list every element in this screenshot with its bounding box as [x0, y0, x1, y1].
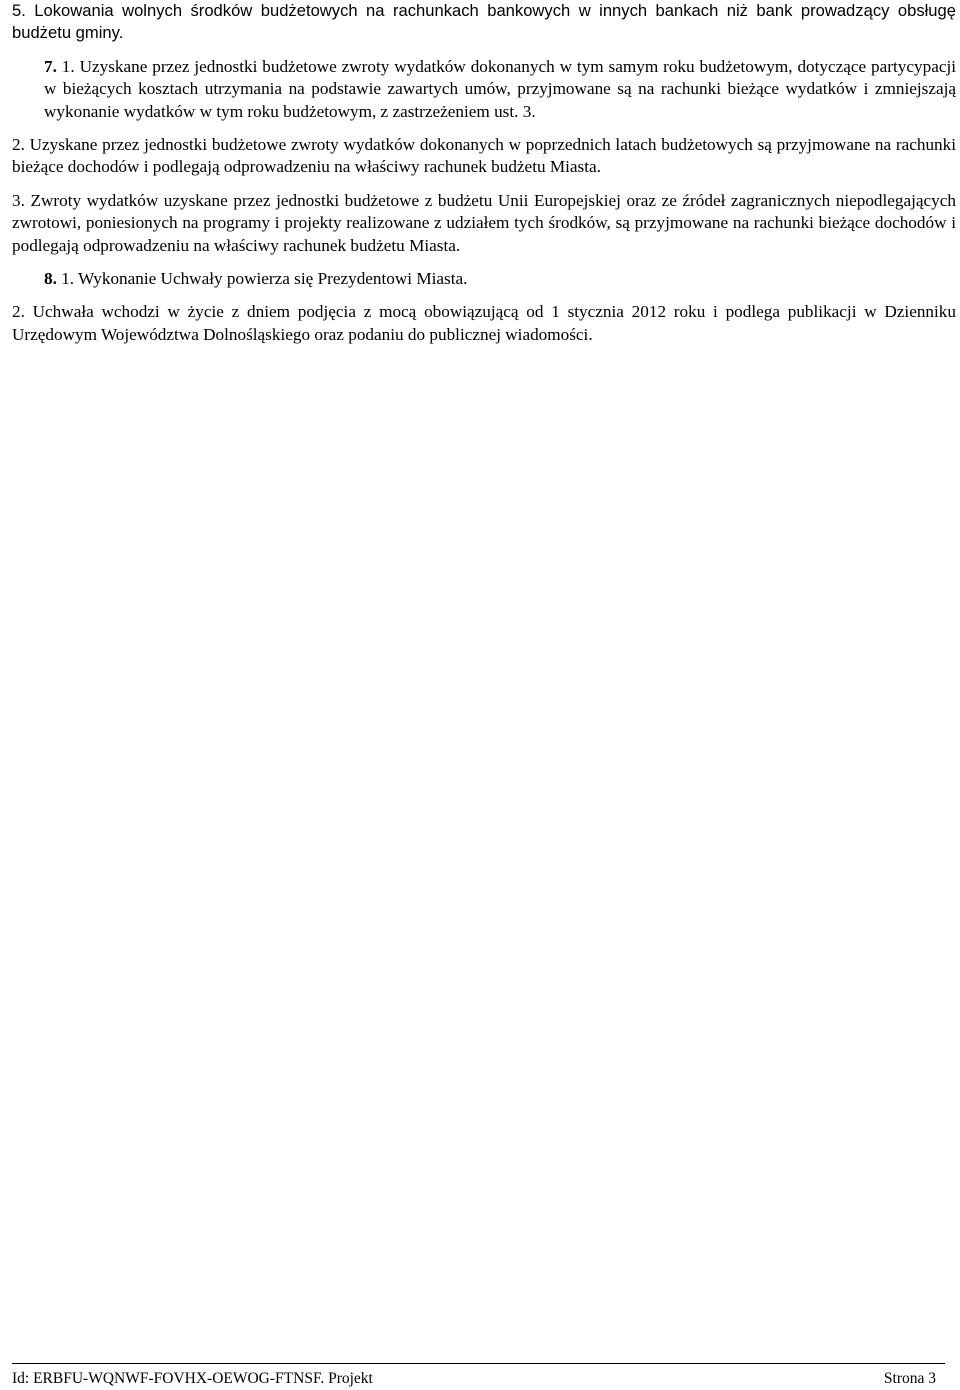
- section-8-paragraph-1-text: 1. Wykonanie Uchwały powierza się Prezydentowi Miasta.: [61, 269, 468, 289]
- section-7-paragraph-2: 2. Uzyskane przez jednostki budżetowe zwroty wydatków dokonanych w poprzednich latach budżetowych są przyjmowane na rachunki bieżące dochodów i podlegają odprowadzeniu na właściwy rachunek budżetu Miasta.: [12, 135, 956, 177]
- page-number: Strona 3: [883, 1370, 936, 1387]
- section-8-number: 8.: [44, 269, 57, 289]
- section-7-paragraph-3: 3. Zwroty wydatków uzyskane przez jednostki budżetowe z budżetu Unii Europejskiej oraz ze źródeł zagranicznych niepodlegających zwrotowi, poniesionych na programy i projekty realizowane z udziałem tych środków, są przyjmowane na rachunki bieżące dochodów i podlegają odprowadzeniu na właściwy rachunek budżetu Miasta.: [12, 190, 956, 255]
- section-8-paragraph-2: 2. Uchwała wchodzi w życie z dniem podjęcia z mocą obowiązującą od 1 stycznia 2012 roku i podlega publikacji w Dzienniku Urzędowym Województwa Dolnośląskiego oraz podaniu do publicznej wiadomości.: [12, 302, 956, 344]
- section-7-paragraph-1-text: 1. Uzyskane przez jednostki budżetowe zwroty wydatków dokonanych w tym samym roku budżetowym, dotyczące partycypacji w bieżących kosztach utrzymania na podstawie zawartych umów, przyjmowane są na rachunki bieżące wydatków i zmniejszają wykonanie wydatków w tym roku budżetowym, z zastrzeżeniem ust. 3.: [44, 56, 956, 121]
- section-7-number: 7.: [44, 56, 57, 76]
- footer-divider: [12, 1363, 945, 1364]
- document-body: [12, 0, 956, 357]
- paragraph-5: 5. Lokowania wolnych środków budżetowych na rachunkach bankowych w innych bankach niż bank prowadzący obsługę budżetu gminy.: [12, 1, 956, 43]
- document-id: Id: ERBFU-WQNWF-FOVHX-OEWOG-FTNSF. Projekt: [12, 1370, 373, 1387]
- section-8-paragraph-1: [12, 268, 956, 290]
- section-7-paragraph-1: [12, 56, 956, 123]
